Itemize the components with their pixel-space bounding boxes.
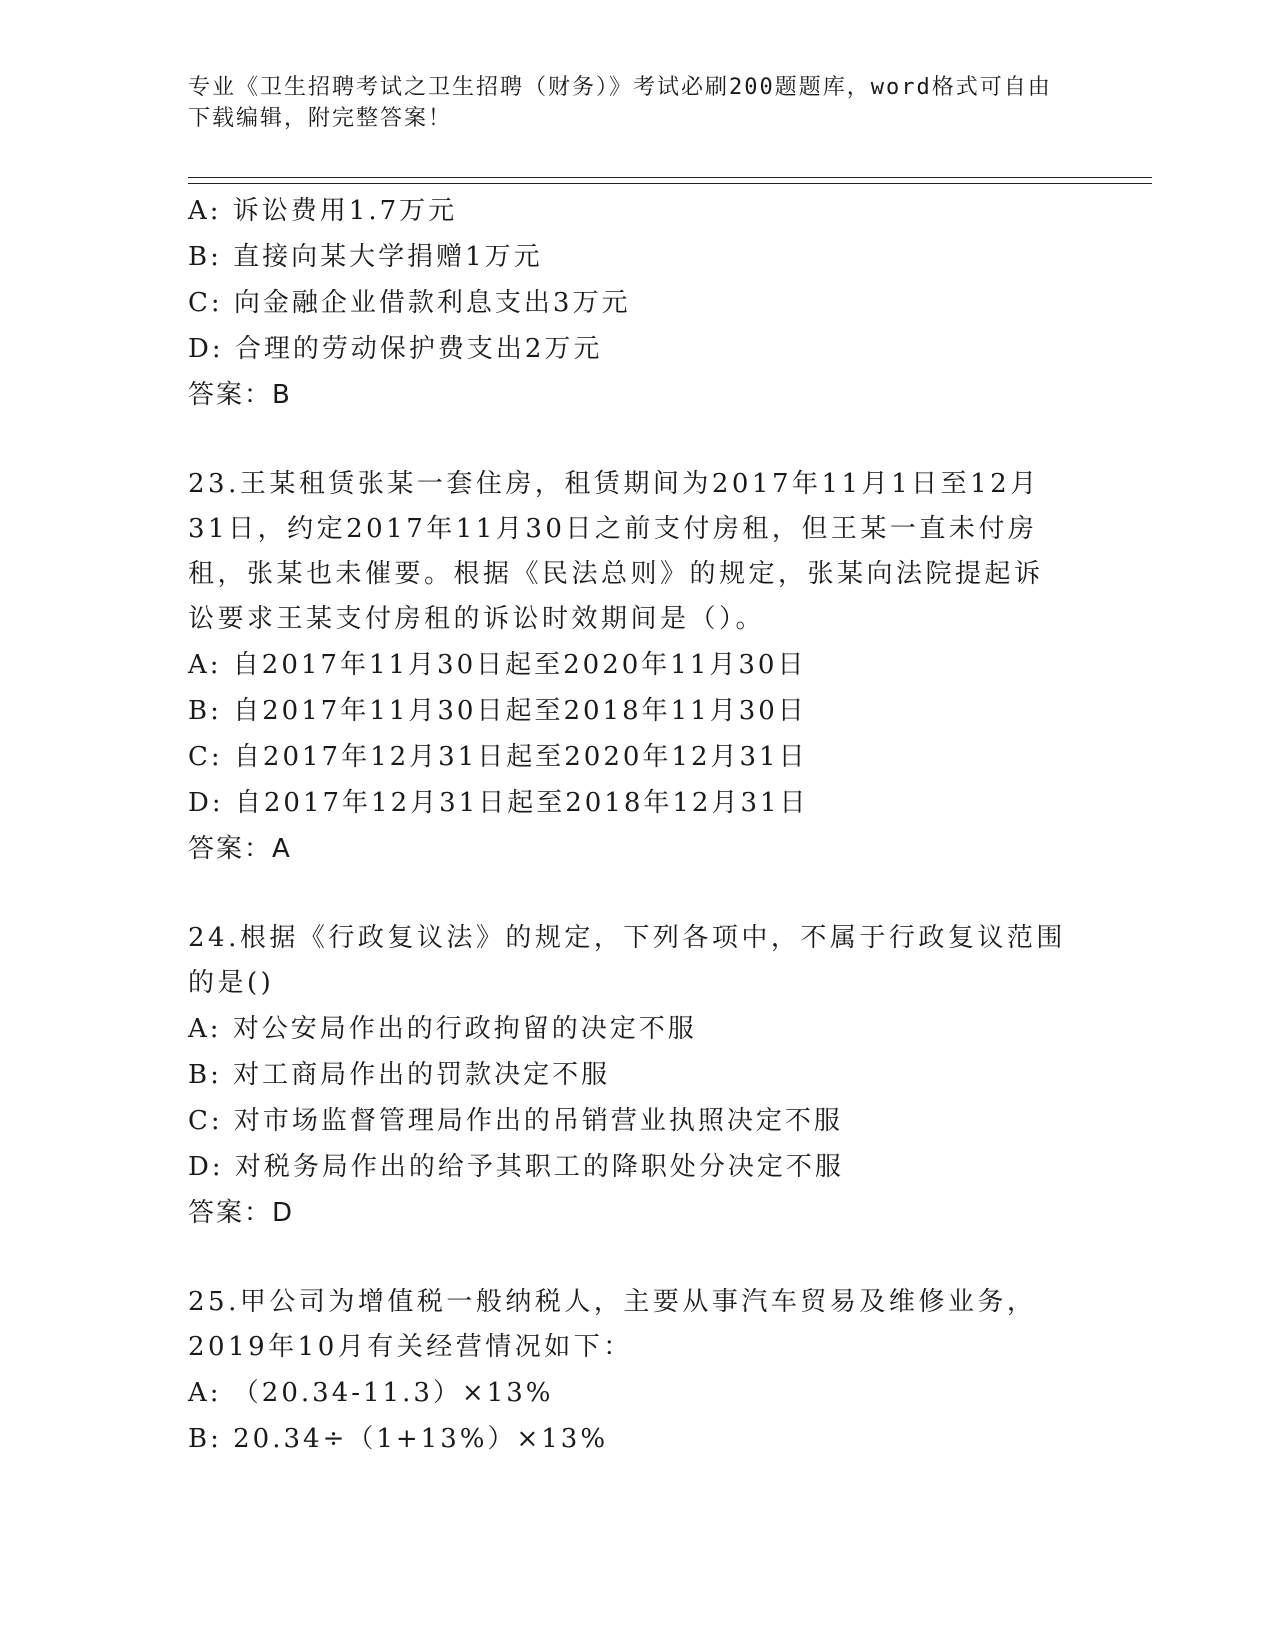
option-d: D: 合理的劳动保护费支出2万元 — [188, 334, 603, 364]
option-a: A: （20.34-11.3）×13% — [188, 1378, 554, 1408]
question-22 — [188, 188, 1068, 418]
answer: 答案：A — [188, 834, 292, 864]
question-list — [188, 188, 1068, 1462]
spacer — [188, 418, 1068, 462]
spacer — [188, 872, 1068, 916]
question-text: 24.根据《行政复议法》的规定，下列各项中，不属于行政复议范围的是() — [188, 923, 1066, 998]
question-text: 25.甲公司为增值税一般纳税人，主要从事汽车贸易及维修业务，2019年10月有关经营情况如下： — [188, 1287, 1037, 1362]
answer: 答案：D — [188, 1198, 295, 1228]
option-c: C: 自2017年12月31日起至2020年12月31日 — [188, 742, 808, 772]
option-a: A: 对公安局作出的行政拘留的决定不服 — [188, 1014, 697, 1044]
option-a: A: 诉讼费用1.7万元 — [188, 196, 458, 226]
question-23 — [188, 462, 1068, 872]
option-c: C: 对市场监督管理局作出的吊销营业执照决定不服 — [188, 1106, 843, 1136]
question-text: 23.王某租赁张某一套住房，租赁期间为2017年11月1日至12月31日，约定2017年11月30日之前支付房租，但王某一直未付房租，张某也未催要。根据《民法总则》的规定，张某向法院提起诉讼要求王某支付房租的诉讼时效期间是（）。 — [188, 469, 1044, 634]
option-b: B: 直接向某大学捐赠1万元 — [188, 242, 543, 272]
option-b: B: 自2017年11月30日起至2018年11月30日 — [188, 696, 807, 726]
question-25 — [188, 1280, 1068, 1462]
document-header: 专业《卫生招聘考试之卫生招聘（财务）》考试必刷200题题库，word格式可自由下载编辑，附完整答案！ — [188, 75, 1052, 131]
option-b: B: 20.34÷（1+13%）×13% — [188, 1424, 609, 1454]
option-c: C: 向金融企业借款利息支出3万元 — [188, 288, 631, 318]
header-rule-bottom — [188, 183, 1152, 184]
header-rule-top — [188, 177, 1152, 178]
option-a: A: 自2017年11月30日起至2020年11月30日 — [188, 650, 807, 680]
spacer — [188, 1236, 1068, 1280]
option-d: D: 自2017年12月31日起至2018年12月31日 — [188, 788, 809, 818]
option-d: D: 对税务局作出的给予其职工的降职处分决定不服 — [188, 1152, 844, 1182]
answer: 答案：B — [188, 380, 292, 410]
option-b: B: 对工商局作出的罚款决定不服 — [188, 1060, 611, 1090]
question-24 — [188, 916, 1068, 1236]
